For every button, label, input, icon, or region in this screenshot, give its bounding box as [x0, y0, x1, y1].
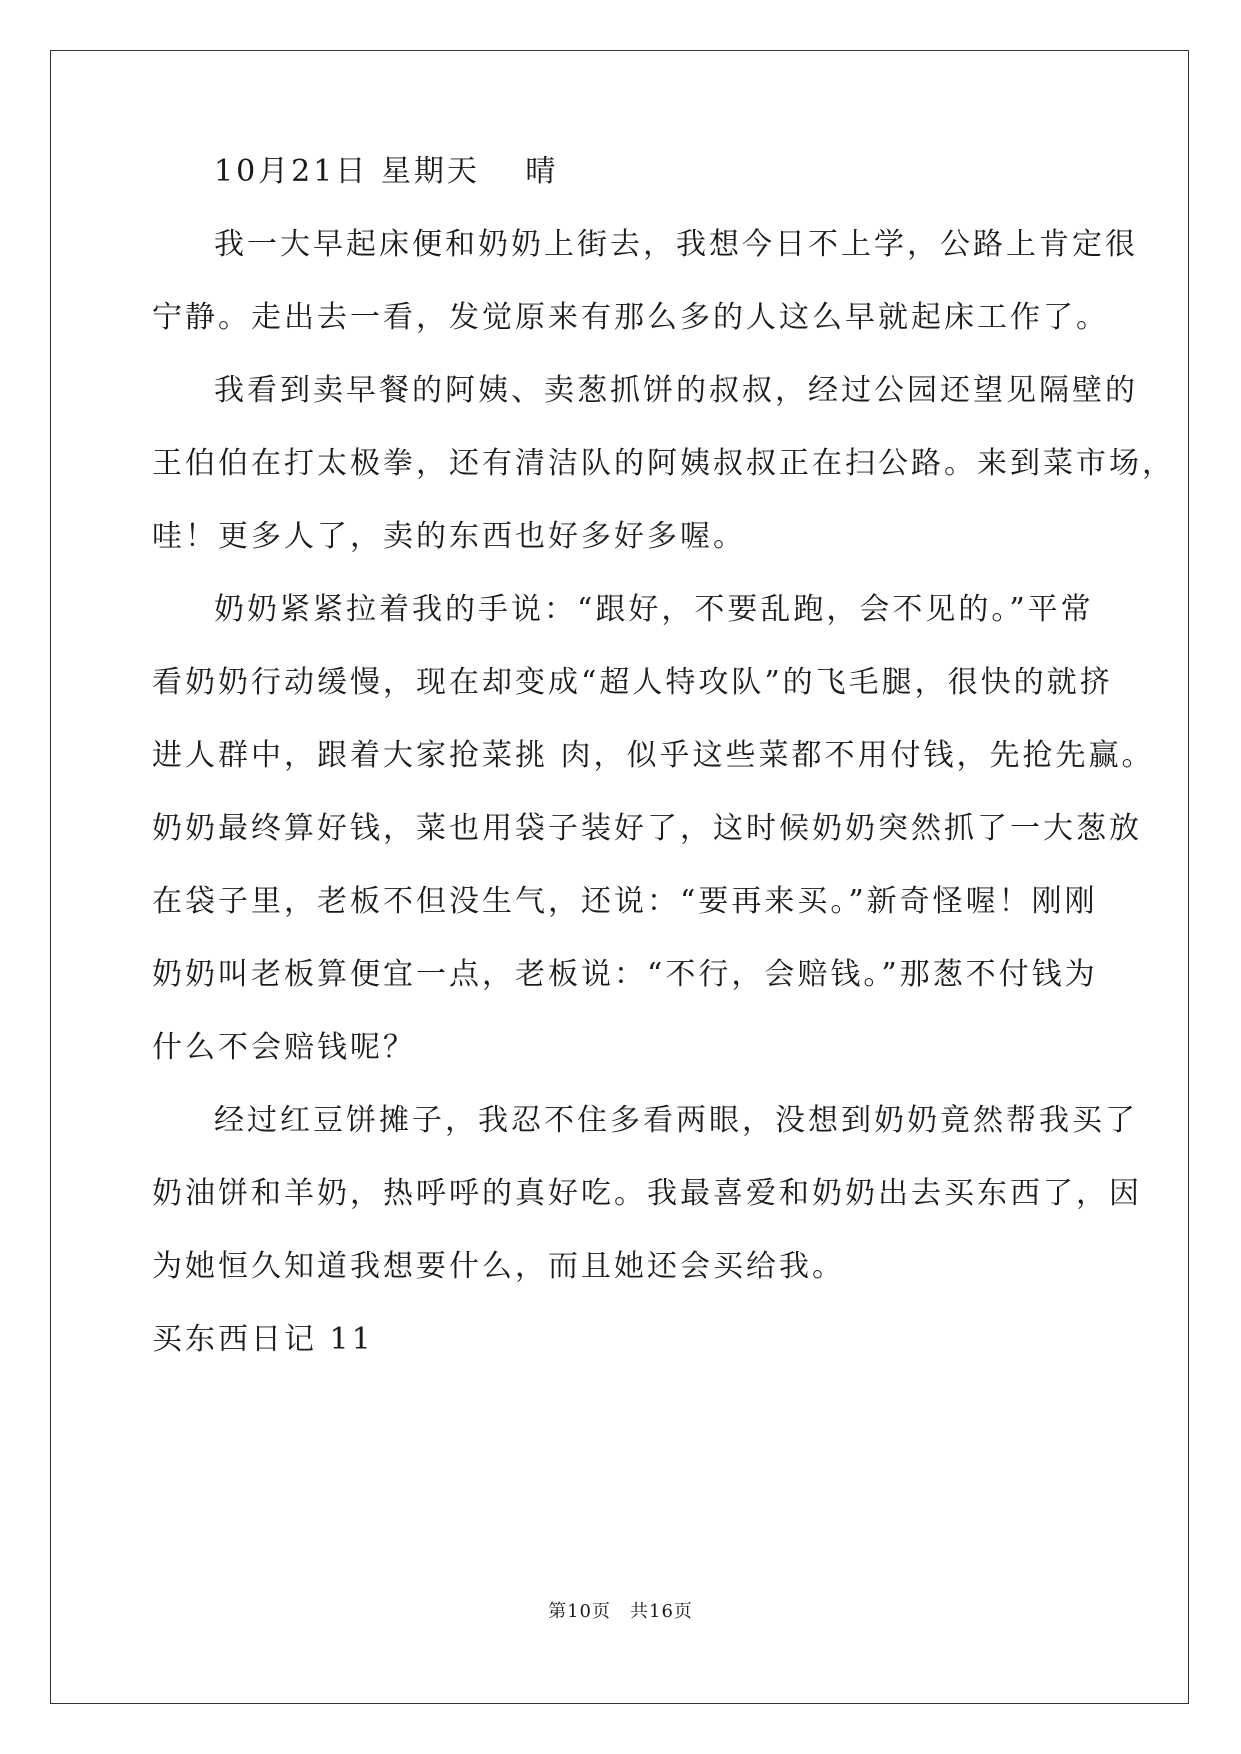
paragraph-3-line-5: 在袋子里，老板不但没生气，还说：“要再来买。”新奇怪喔！刚刚	[152, 884, 1098, 919]
paragraph-2-line-1: 我看到卖早餐的阿姨、卖葱抓饼的叔叔，经过公园还望见隔壁的	[214, 373, 1138, 408]
paragraph-2-line-3: 哇！更多人了，卖的东西也好多好多喔。	[152, 519, 746, 554]
paragraph-3-line-7: 什么不会赔钱呢？	[152, 1030, 416, 1065]
paragraph-4-line-2: 奶油饼和羊奶，热呼呼的真好吃。我最喜爱和奶奶出去买东西了，因	[152, 1176, 1142, 1211]
paragraph-4-line-3: 为她恒久知道我想要什么，而且她还会买给我。	[152, 1249, 845, 1284]
paragraph-3-line-3: 进人群中，跟着大家抢菜挑 肉，似乎这些菜都不用付钱，先抢先赢。	[152, 738, 1155, 773]
paragraph-2-line-2: 王伯伯在打太极拳，还有清洁队的阿姨叔叔正在扫公路。来到菜市场，	[152, 446, 1175, 481]
page-number-label: 第10页 共16页	[548, 1601, 693, 1622]
next-entry-title: 买东西日记 11	[152, 1322, 374, 1357]
page-footer	[0, 1600, 1241, 1624]
paragraph-4-line-1: 经过红豆饼摊子，我忍不住多看两眼，没想到奶奶竟然帮我买了	[214, 1103, 1138, 1138]
diary-date-line: 10月21日 星期天 晴	[214, 154, 559, 189]
paragraph-3-line-6: 奶奶叫老板算便宜一点，老板说：“不行，会赔钱。”那葱不付钱为	[152, 957, 1098, 992]
paragraph-3-line-2: 看奶奶行动缓慢，现在却变成“超人特攻队”的飞毛腿，很快的就挤	[152, 665, 1113, 700]
paragraph-3-line-4: 奶奶最终算好钱，菜也用袋子装好了，这时候奶奶突然抓了一大葱放	[152, 811, 1142, 846]
paragraph-1-line-2: 宁静。走出去一看，发觉原来有那么多的人这么早就起床工作了。	[152, 300, 1109, 335]
paragraph-1-line-1: 我一大早起床便和奶奶上街去，我想今日不上学，公路上肯定很	[214, 227, 1138, 262]
paragraph-3-line-1: 奶奶紧紧拉着我的手说：“跟好，不要乱跑，会不见的。”平常	[214, 592, 1094, 627]
